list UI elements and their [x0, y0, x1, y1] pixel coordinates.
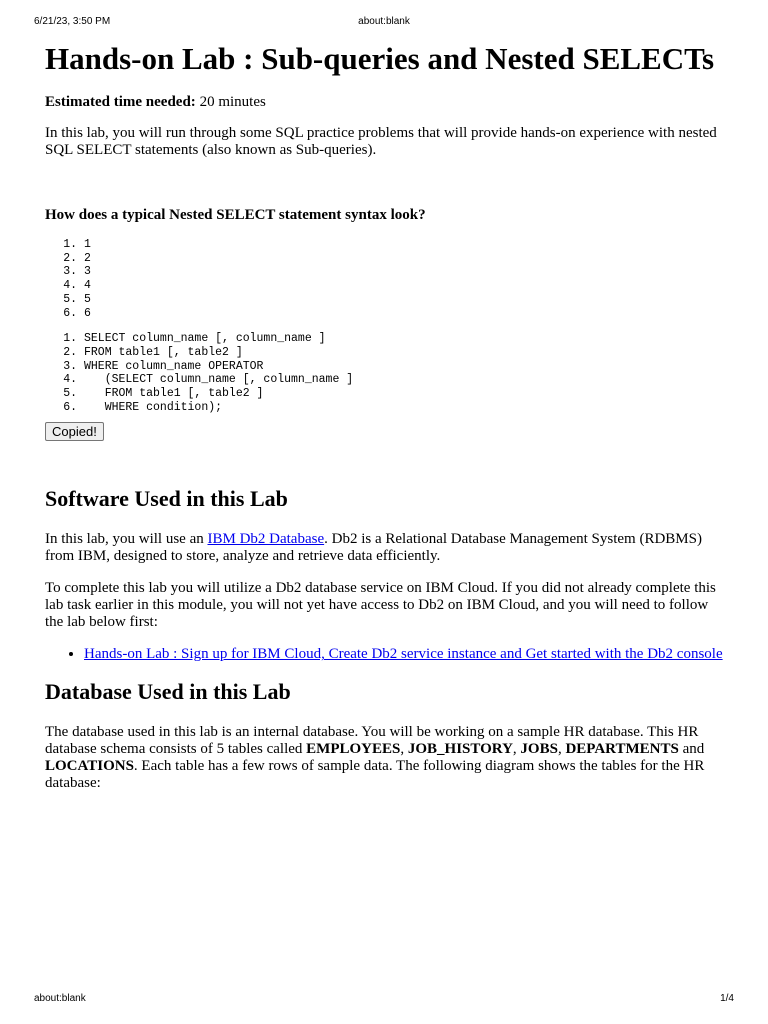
print-header: [34, 16, 734, 30]
print-header-url: about:blank: [358, 16, 410, 27]
line-number-list: [45, 238, 730, 320]
print-footer: [34, 993, 734, 1007]
software-heading: Software Used in this Lab: [45, 486, 288, 512]
estimated-time: [45, 94, 730, 111]
print-datetime: 6/21/23, 3:50 PM: [34, 16, 111, 27]
cloud-paragraph: To complete this lab you will utilize a Db2 database service on IBM Cloud. If you did not already complete this lab task earlier in this module, you will not yet have access to Db2 on IBM Cloud, and you will need to follow the lab below first:: [45, 580, 716, 631]
syntax-heading: How does a typical Nested SELECT statement syntax look?: [45, 207, 426, 223]
database-paragraph: [45, 724, 730, 792]
line-number: 4. 4: [84, 279, 730, 293]
software-paragraph: [45, 531, 730, 565]
print-footer-url: about:blank: [34, 993, 86, 1004]
prerequisite-lab-item: [84, 646, 730, 663]
database-heading: Database Used in this Lab: [45, 679, 291, 705]
code-line: 3. WHERE column_name OPERATOR: [84, 360, 730, 374]
ibm-db2-link[interactable]: IBM Db2 Database: [207, 531, 325, 548]
line-number: 1. 1: [84, 238, 730, 252]
copy-button[interactable]: Copied!: [45, 422, 104, 441]
code-line: 4. (SELECT column_name [, column_name ]: [84, 373, 730, 387]
estimated-time-value: 20 minutes: [199, 94, 266, 110]
print-page-number: 1/4: [720, 993, 734, 1004]
line-number: 2. 2: [84, 252, 730, 266]
code-line: 2. FROM table1 [, table2 ]: [84, 346, 730, 360]
table-separator: ,: [512, 741, 521, 758]
line-number: 5. 5: [84, 293, 730, 307]
code-line: 6. WHERE condition);: [84, 401, 730, 415]
lab-content: [45, 40, 730, 807]
code-line: 5. FROM table1 [, table2 ]: [84, 387, 730, 401]
software-text-before: In this lab, you will use an: [45, 531, 208, 548]
line-number: 3. 3: [84, 265, 730, 279]
database-text-end: . Each table has a few rows of sample data. The following diagram shows the tables for the HR database:: [45, 758, 705, 792]
intro-paragraph: In this lab, you will run through some SQL practice problems that will provide hands-on experience with nested SQL SELECT statements (also known as Sub-queries).: [45, 125, 717, 158]
line-number: 6. 6: [84, 307, 730, 321]
table-name-job-history: JOB_HISTORY: [407, 741, 513, 758]
table-name-jobs: JOBS: [520, 741, 558, 758]
table-separator: ,: [557, 741, 566, 758]
database-text-start: The database used in this lab is an internal database. You will be working on a sample HR database. This HR database schema consists of 5 tables called: [45, 724, 699, 758]
code-line: 1. SELECT column_name [, column_name ]: [84, 332, 730, 346]
table-name-locations: LOCATIONS: [45, 758, 134, 775]
table-separator: ,: [400, 741, 408, 758]
prerequisite-lab-list: [45, 646, 730, 663]
estimated-time-label: Estimated time needed:: [45, 94, 196, 110]
page-title: Hands-on Lab : Sub-queries and Nested SELECTs: [45, 41, 715, 76]
prerequisite-lab-link[interactable]: Hands-on Lab : Sign up for IBM Cloud, Create Db2 service instance and Get started with the Db2 console: [84, 646, 723, 663]
table-name-departments: DEPARTMENTS: [565, 741, 679, 758]
table-name-employees: EMPLOYEES: [306, 741, 401, 758]
code-block: [45, 332, 730, 414]
software-text-after: . Db2 is a Relational Database Management System (RDBMS) from IBM, designed to store, analyze and retrieve data efficiently.: [45, 531, 702, 565]
table-separator: and: [678, 741, 705, 758]
